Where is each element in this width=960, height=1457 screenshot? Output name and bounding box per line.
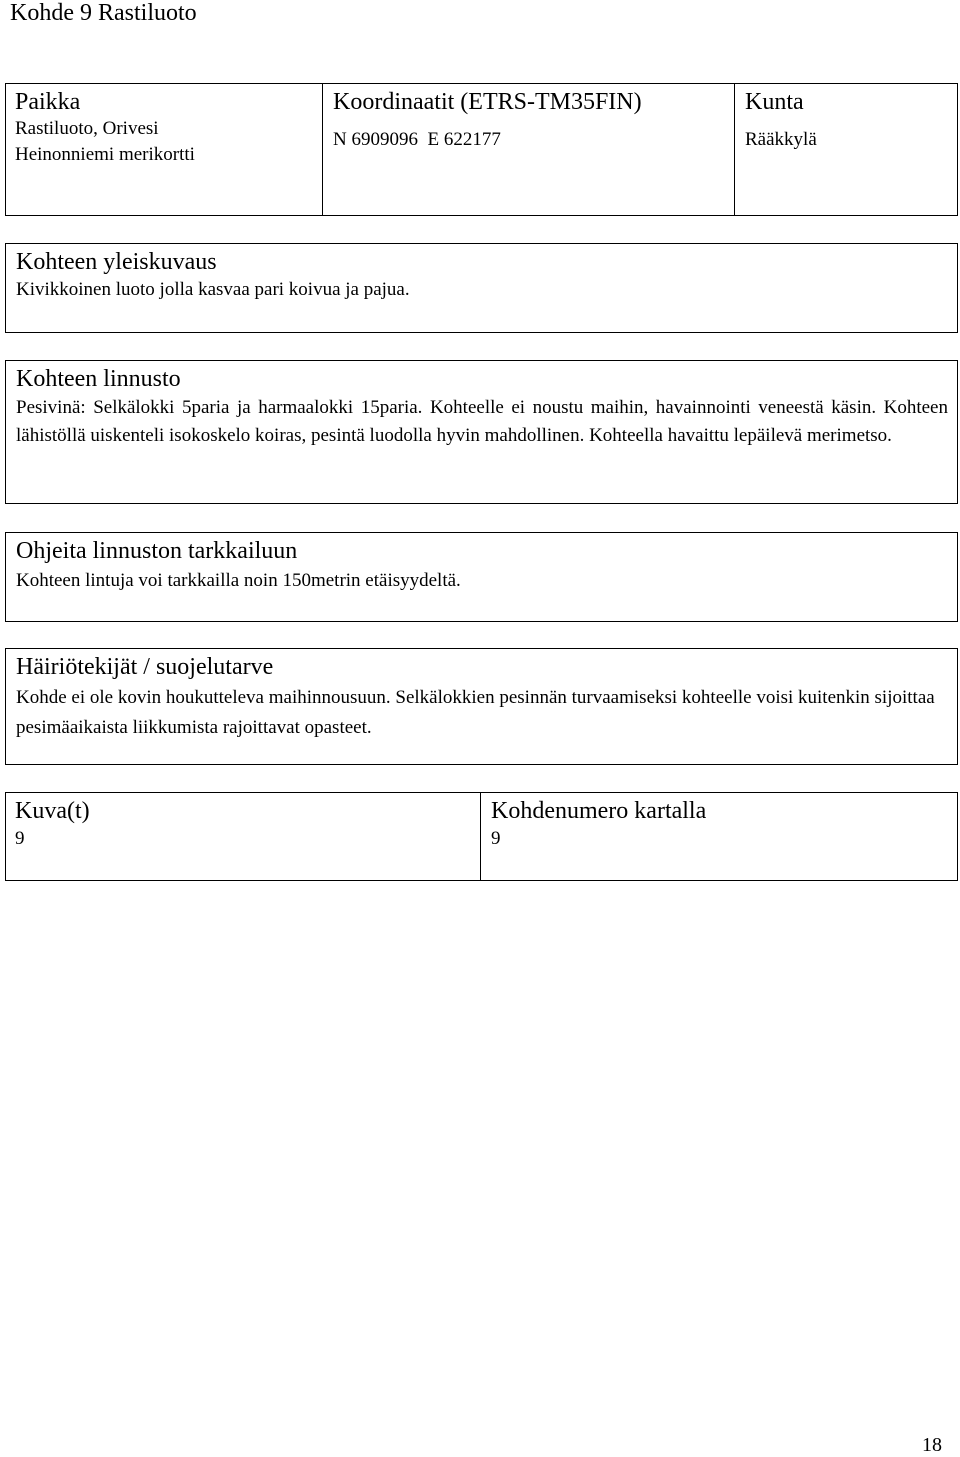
disturbance-heading: Häiriötekijät / suojelutarve <box>16 654 274 680</box>
municipality-cell <box>735 84 957 215</box>
coordinates-heading: Koordinaatit (ETRS-TM35FIN) <box>333 89 642 115</box>
footer-table <box>5 792 958 881</box>
birdlife-text: Pesivinä: Selkälokki 5paria ja harmaalokki 15paria. Kohteelle ei noustu maihin, havainnointi veneestä käsin. Kohteen lähistöllä uiskenteli isokoskelo koiras, pesintä luodolla hyvin mahdollinen. Kohteella havaittu lepäilevä merimetso. <box>16 397 948 446</box>
birdlife-heading: Kohteen linnusto <box>16 366 181 392</box>
overview-text: Kivikkoinen luoto jolla kasvaa pari koivua ja pajua. <box>16 279 410 300</box>
coordinates-value: N 6909096 E 622177 <box>333 129 501 150</box>
page-number: 18 <box>922 1434 942 1456</box>
place-name: Rastiluoto, Orivesi <box>15 118 159 139</box>
map-number-heading: Kohdenumero kartalla <box>491 798 707 824</box>
map-number-cell <box>481 793 957 880</box>
monitoring-text: Kohteen lintuja voi tarkkailla noin 150metrin etäisyydeltä. <box>16 570 461 591</box>
municipality-value: Rääkkylä <box>745 129 817 150</box>
map-number-value: 9 <box>491 828 501 849</box>
place-heading: Paikka <box>15 89 81 115</box>
images-heading: Kuva(t) <box>15 798 90 824</box>
monitoring-heading: Ohjeita linnuston tarkkailuun <box>16 538 298 564</box>
overview-section <box>5 243 958 333</box>
images-cell <box>6 793 481 880</box>
municipality-heading: Kunta <box>745 89 804 115</box>
disturbance-section <box>5 648 958 765</box>
disturbance-text: Kohde ei ole kovin houkutteleva maihinnousuun. Selkälokkien pesinnän turvaamiseksi kohteelle voisi kuitenkin sijoittaa pesimäaikaista liikkumista rajoittavat opasteet. <box>16 687 935 738</box>
place-cell <box>6 84 323 215</box>
images-value: 9 <box>15 828 25 849</box>
location-table <box>5 83 958 216</box>
coordinates-cell <box>323 84 735 215</box>
birdlife-section <box>5 360 958 504</box>
monitoring-section <box>5 532 958 622</box>
place-chart: Heinonniemi merikortti <box>15 144 195 165</box>
document-title: Kohde 9 Rastiluoto <box>10 0 197 26</box>
overview-heading: Kohteen yleiskuvaus <box>16 249 217 275</box>
